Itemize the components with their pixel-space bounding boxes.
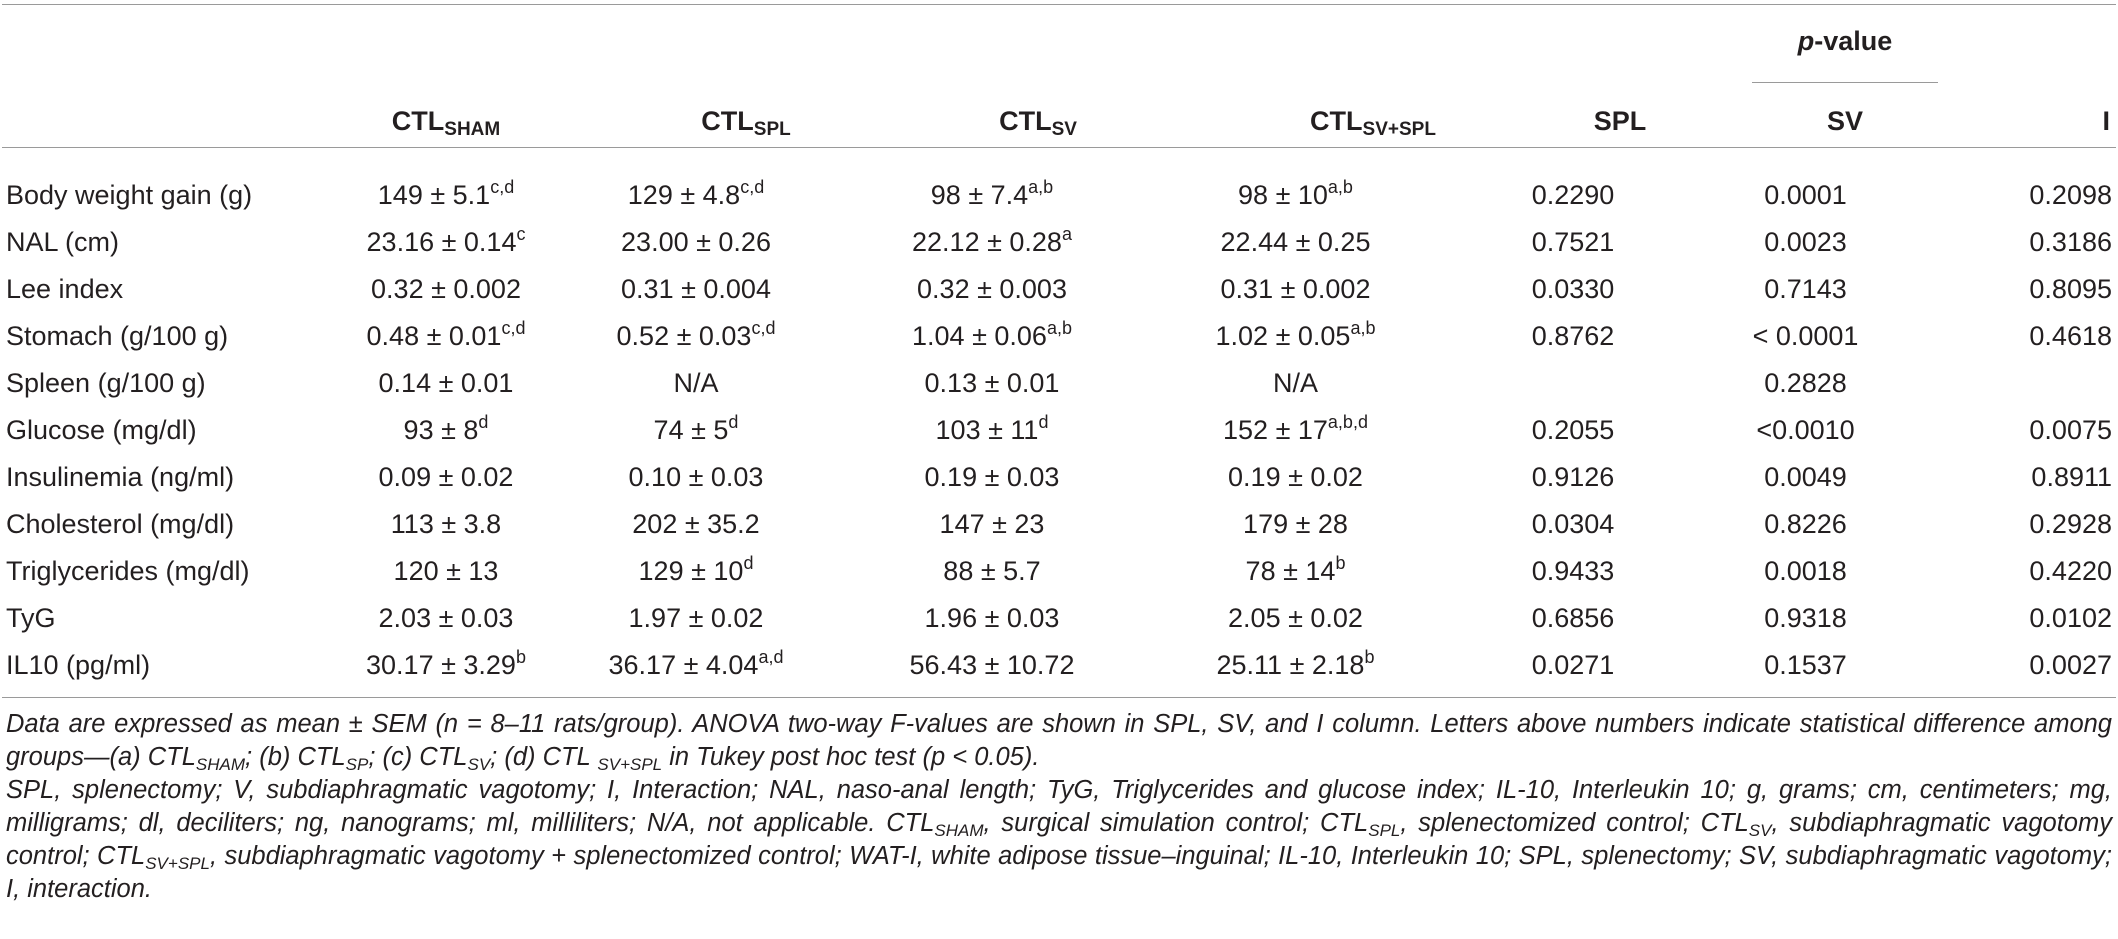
- significance-letters: d: [728, 412, 739, 432]
- group-value-cell: [1138, 407, 1453, 454]
- significance-letters: a,d: [758, 647, 784, 667]
- group-value-cell: [346, 548, 546, 595]
- cell-value: 22.12 ± 0.28: [912, 227, 1062, 257]
- pvalue-rest: -value: [1814, 26, 1893, 56]
- footnote-text: ; (b) CTL: [245, 743, 346, 771]
- cell-value: 56.43 ± 10.72: [909, 650, 1075, 680]
- significance-letters: b: [515, 647, 526, 667]
- header-ctl-spl-sub: SPL: [753, 119, 791, 140]
- pvalue-spl-cell: 0.0304: [1531, 509, 1615, 539]
- footnote-text: SPL, splenectomy; V, subdiaphragmatic vagotomy; I, Interaction; NAL, naso-anal length; TyG, Triglycerides and glucose index; IL-10, Interleukin 10; g, grams; cm, centimeters; mg, milligrams; dl, deciliters; ng, nanograms; ml, milliliters; N/A, not applicable. CTL: [6, 776, 2112, 837]
- cell-value: N/A: [673, 368, 719, 398]
- group-value-cell: [546, 219, 846, 266]
- table-row: [6, 454, 2112, 501]
- group-value-cell: [1138, 219, 1453, 266]
- row-label: IL10 (pg/ml): [6, 650, 151, 680]
- footnote-text: Data are expressed as mean ± SEM (n = 8–11 rats/group). ANOVA two-way F-values are shown in SPL, SV, and I column. Letters above numbers indicate statistical difference among groups—(a) CTL: [6, 710, 2112, 771]
- significance-letters: b: [1335, 553, 1346, 573]
- cell-value: 0.52 ± 0.03: [616, 321, 752, 351]
- table-row: [6, 313, 2112, 360]
- pvalue-spl-cell: 0.0330: [1531, 274, 1615, 304]
- cell-value: N/A: [1272, 368, 1318, 398]
- significance-letters: d: [743, 553, 754, 573]
- cell-value: 0.19 ± 0.03: [924, 462, 1060, 492]
- group-value-cell: [1138, 595, 1453, 642]
- group-value-cell: [346, 501, 546, 548]
- footnote-subscript: SPL: [1368, 821, 1401, 840]
- group-value-cell: [846, 266, 1138, 313]
- table-row: [6, 172, 2112, 219]
- group-value-cell: [346, 407, 546, 454]
- pvalue-i-cell: 0.8095: [2029, 274, 2112, 304]
- cell-value: 0.31 ± 0.002: [1220, 274, 1371, 304]
- cell-value: 179 ± 28: [1243, 509, 1348, 539]
- significance-letters: a,b,d: [1327, 412, 1368, 432]
- pvalue-sv-cell: 0.0023: [1764, 227, 1847, 257]
- group-value-cell: [846, 548, 1138, 595]
- cell-value: 2.05 ± 0.02: [1228, 603, 1363, 633]
- header-i-text: I: [2102, 106, 2110, 136]
- group-value-cell: [346, 360, 546, 407]
- pvalue-sv-cell: <0.0010: [1756, 415, 1855, 445]
- row-label: Cholesterol (mg/dl): [6, 509, 235, 539]
- footnote-text: ; (c) CTL: [368, 743, 468, 771]
- group-value-cell: [846, 360, 1138, 407]
- footnote-subscript: SP: [345, 755, 369, 774]
- group-value-cell: [346, 219, 546, 266]
- significance-letters: d: [1038, 412, 1049, 432]
- cell-value: 88 ± 5.7: [943, 556, 1041, 586]
- header-ctl-sham-base: CTL: [391, 106, 445, 136]
- pvalue-spl-cell: 0.6856: [1531, 603, 1615, 633]
- header-ctl-sv-spl: [1253, 106, 1493, 140]
- pvalue-sv-cell: < 0.0001: [1752, 321, 1859, 351]
- header-ctl-spl-base: CTL: [701, 106, 754, 136]
- footnote-text: in Tukey post hoc test (p < 0.05).: [662, 743, 1040, 771]
- cell-value: 0.31 ± 0.004: [621, 274, 771, 304]
- group-value-cell: [1138, 454, 1453, 501]
- group-value-cell: [546, 642, 846, 689]
- table-row: [6, 642, 2112, 689]
- table-footnote: [6, 708, 2112, 906]
- cell-value: 23.00 ± 0.26: [621, 227, 771, 257]
- table-bottom-rule: [2, 697, 2116, 698]
- cell-value: 25.11 ± 2.18: [1216, 650, 1365, 680]
- cell-value: 78 ± 14: [1245, 556, 1336, 586]
- group-value-cell: [346, 266, 546, 313]
- group-value-cell: [546, 313, 846, 360]
- header-ctl-sv-spl-sub: SV+SPL: [1362, 119, 1436, 140]
- pvalue-spl-cell: 0.9433: [1531, 556, 1615, 586]
- cell-value: 0.09 ± 0.02: [378, 462, 514, 492]
- footnote-paragraph-2: [6, 774, 2112, 906]
- cell-value: 2.03 ± 0.03: [378, 603, 514, 633]
- row-label: Stomach (g/100 g): [6, 321, 229, 351]
- row-label: Lee index: [6, 274, 124, 304]
- group-value-cell: [1138, 266, 1453, 313]
- cell-value: 36.17 ± 4.04: [608, 650, 759, 680]
- cell-value: 23.16 ± 0.14: [366, 227, 517, 257]
- header-ctl-sv: [938, 106, 1138, 140]
- group-value-cell: [546, 501, 846, 548]
- group-value-cell: [846, 407, 1138, 454]
- cell-value: 129 ± 10: [638, 556, 744, 586]
- significance-letters: a,b: [1046, 318, 1072, 338]
- pvalue-i-cell: 0.8911: [2031, 462, 2112, 492]
- table-row: [6, 548, 2112, 595]
- table-row: [6, 219, 2112, 266]
- table-row: [6, 360, 2112, 407]
- table-row: [6, 501, 2112, 548]
- group-value-cell: [346, 313, 546, 360]
- pvalue-i-cell: 0.4618: [2029, 321, 2112, 351]
- significance-letters: c,d: [751, 318, 776, 338]
- header-sv: [1785, 106, 1905, 137]
- row-label: Body weight gain (g): [6, 180, 253, 210]
- header-sv-text: SV: [1826, 106, 1864, 136]
- row-label: Spleen (g/100 g): [6, 368, 206, 398]
- pvalue-sv-cell: 0.0018: [1764, 556, 1847, 586]
- pvalue-i-cell: 0.3186: [2029, 227, 2112, 257]
- significance-letters: a,b: [1350, 318, 1376, 338]
- cell-value: 0.32 ± 0.003: [917, 274, 1067, 304]
- significance-letters: c: [516, 224, 526, 244]
- footnote-subscript: SV: [1748, 821, 1772, 840]
- pvalue-spl-cell: 0.2290: [1531, 180, 1615, 210]
- row-label: Insulinemia (ng/ml): [6, 462, 235, 492]
- group-value-cell: [846, 642, 1138, 689]
- footnote-subscript: SHAM: [934, 821, 984, 840]
- cell-value: 120 ± 13: [393, 556, 499, 586]
- group-value-cell: [1138, 360, 1453, 407]
- cell-value: 0.10 ± 0.03: [628, 462, 764, 492]
- pvalue-spl-cell: 0.0271: [1531, 650, 1615, 680]
- group-value-cell: [846, 501, 1138, 548]
- group-value-cell: [546, 266, 846, 313]
- cell-value: 113 ± 3.8: [390, 509, 502, 539]
- header-ctl-sv-spl-base: CTL: [1310, 106, 1363, 136]
- footnote-text: ; (d) CTL: [490, 743, 598, 771]
- pvalue-i-cell: 0.0027: [2029, 650, 2112, 680]
- group-value-cell: [346, 642, 546, 689]
- significance-letters: c,d: [490, 177, 515, 197]
- pvalue-spl-cell: [1453, 360, 1693, 407]
- pvalue-i-cell: 0.2098: [2029, 180, 2112, 210]
- cell-value: 0.32 ± 0.002: [371, 274, 521, 304]
- pvalue-sv-cell: 0.0049: [1764, 462, 1847, 492]
- table-row: [6, 595, 2112, 642]
- cell-value: 93 ± 8: [403, 415, 479, 445]
- group-value-cell: [346, 454, 546, 501]
- group-value-cell: [546, 595, 846, 642]
- cell-value: 1.02 ± 0.05: [1215, 321, 1351, 351]
- group-value-cell: [1138, 501, 1453, 548]
- cell-value: 22.44 ± 0.25: [1220, 227, 1371, 257]
- group-value-cell: [846, 219, 1138, 266]
- cell-value: 98 ± 10: [1238, 180, 1328, 210]
- cell-value: 0.14 ± 0.01: [378, 368, 514, 398]
- significance-letters: c,d: [740, 177, 765, 197]
- significance-letters: a,b: [1327, 177, 1353, 197]
- pvalue-italic: p: [1797, 26, 1815, 56]
- pvalue-i-cell: 0.2928: [2029, 509, 2112, 539]
- pvalue-sv-cell: 0.1537: [1764, 650, 1847, 680]
- cell-value: 98 ± 7.4: [930, 180, 1029, 210]
- pvalue-group-header: [1752, 26, 1938, 57]
- footnote-text: , splenectomized control; CTL: [1400, 809, 1749, 837]
- group-value-cell: [546, 548, 846, 595]
- cell-value: 0.19 ± 0.02: [1228, 462, 1363, 492]
- cell-value: 1.96 ± 0.03: [924, 603, 1060, 633]
- cell-value: 152 ± 17: [1223, 415, 1328, 445]
- cell-value: 1.04 ± 0.06: [912, 321, 1047, 351]
- footnote-text: , subdiaphragmatic vagotomy + splenectomized control; WAT-I, white adipose tissue–inguinal; IL-10, Interleukin 10; SPL, splenectomy; SV, subdiaphragmatic vagotomy; I, interaction.: [6, 842, 2112, 903]
- footnote-subscript: SHAM: [195, 755, 246, 774]
- row-label: NAL (cm): [6, 227, 119, 257]
- header-ctl-sv-base: CTL: [999, 106, 1052, 136]
- group-value-cell: [846, 172, 1138, 219]
- group-value-cell: [546, 454, 846, 501]
- header-ctl-sham-sub: SHAM: [444, 119, 501, 140]
- pvalue-sv-cell: 0.9318: [1764, 603, 1847, 633]
- significance-letters: d: [478, 412, 489, 432]
- footnote-subscript: SV+SPL: [145, 854, 210, 873]
- header-i: [2030, 106, 2110, 137]
- row-label: Glucose (mg/dl): [6, 415, 197, 445]
- table-row: [6, 407, 2112, 454]
- pvalue-i-cell: 0.0102: [2029, 603, 2112, 633]
- table-header-rule: [2, 147, 2116, 148]
- header-spl: [1560, 106, 1680, 137]
- significance-letters: a,b: [1028, 177, 1054, 197]
- cell-value: 103 ± 11: [935, 415, 1039, 445]
- cell-value: 74 ± 5: [653, 415, 729, 445]
- group-value-cell: [1138, 548, 1453, 595]
- group-value-cell: [546, 407, 846, 454]
- row-label: Triglycerides (mg/dl): [6, 556, 250, 586]
- group-value-cell: [846, 313, 1138, 360]
- table-row: [6, 266, 2112, 313]
- cell-value: 30.17 ± 3.29: [366, 650, 516, 680]
- pvalue-i-cell: 0.0075: [2029, 415, 2112, 445]
- significance-letters: c,d: [501, 318, 526, 338]
- data-table: [6, 172, 2112, 689]
- group-value-cell: [846, 454, 1138, 501]
- header-ctl-sham: [346, 106, 546, 140]
- group-value-cell: [546, 172, 846, 219]
- header-ctl-sv-sub: SV: [1051, 119, 1077, 140]
- cell-value: 0.13 ± 0.01: [924, 368, 1060, 398]
- pvalue-i-cell: 0.4220: [2029, 556, 2112, 586]
- group-value-cell: [346, 595, 546, 642]
- pvalue-group-rule: [1752, 82, 1938, 83]
- pvalue-spl-cell: 0.2055: [1531, 415, 1615, 445]
- table-body: [6, 172, 2112, 689]
- pvalue-sv-cell: 0.0001: [1764, 180, 1847, 210]
- pvalue-spl-cell: 0.7521: [1531, 227, 1615, 257]
- header-spl-text: SPL: [1593, 106, 1647, 136]
- cell-value: 149 ± 5.1: [377, 180, 491, 210]
- pvalue-spl-cell: 0.8762: [1531, 321, 1615, 351]
- cell-value: 202 ± 35.2: [632, 509, 760, 539]
- cell-value: 0.48 ± 0.01: [366, 321, 502, 351]
- table-top-rule: [2, 4, 2116, 5]
- pvalue-sv-cell: 0.7143: [1764, 274, 1847, 304]
- cell-value: 147 ± 23: [939, 509, 1045, 539]
- group-value-cell: [1138, 642, 1453, 689]
- cell-value: 1.97 ± 0.02: [628, 603, 764, 633]
- pvalue-spl-cell: 0.9126: [1531, 462, 1615, 492]
- header-ctl-spl: [646, 106, 846, 140]
- group-value-cell: [546, 360, 846, 407]
- significance-letters: b: [1364, 647, 1375, 667]
- group-value-cell: [346, 172, 546, 219]
- group-value-cell: [846, 595, 1138, 642]
- footnote-paragraph-1: [6, 708, 2112, 774]
- group-value-cell: [1138, 172, 1453, 219]
- footnote-subscript: SV+SPL: [597, 755, 663, 774]
- footnote-subscript: SV: [467, 755, 491, 774]
- footnote-text: , surgical simulation control; CTL: [983, 809, 1369, 837]
- pvalue-sv-cell: 0.8226: [1764, 509, 1847, 539]
- pvalue-i-cell: [1918, 360, 2112, 407]
- cell-value: 129 ± 4.8: [627, 180, 741, 210]
- significance-letters: a: [1061, 224, 1072, 244]
- footnote-text: , subdiaphragmatic vagotomy control; CTL: [6, 809, 2112, 870]
- row-label: TyG: [6, 603, 56, 633]
- pvalue-sv-cell: 0.2828: [1764, 368, 1847, 398]
- group-value-cell: [1138, 313, 1453, 360]
